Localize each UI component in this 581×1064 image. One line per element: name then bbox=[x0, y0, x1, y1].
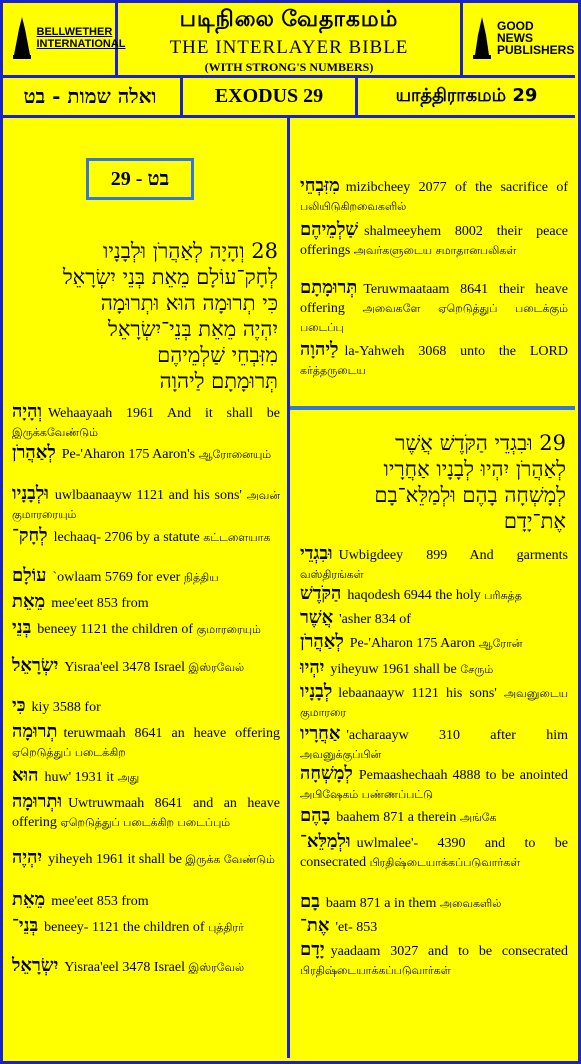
interlinear-entry bbox=[12, 526, 280, 547]
interlinear-entry bbox=[12, 696, 280, 717]
transliteration-gloss: la-Yahweh 3068 unto the LORD bbox=[344, 344, 568, 359]
hebrew-word: וּבִגְדֵי bbox=[300, 543, 333, 564]
tamil-gloss: புத்திரர் bbox=[208, 921, 244, 934]
hebrew-word: בָם bbox=[300, 891, 320, 912]
transliteration-gloss: Teruwmaataam 8641 their heave offering bbox=[300, 282, 568, 316]
tamil-gloss: இஸ்ரவேல் bbox=[188, 661, 245, 674]
interlinear-entry bbox=[300, 658, 568, 679]
title-english: THE INTERLAYER BIBLE bbox=[169, 37, 409, 58]
hebrew-word: אֶת־ bbox=[300, 915, 330, 936]
tamil-gloss: ஏறெடுத்துப் படைக்கிற படைப்பும் bbox=[60, 816, 231, 829]
hebrew-word: בָהֶם bbox=[300, 805, 331, 826]
tamil-gloss: இருக்கவேண்டும் bbox=[12, 426, 98, 439]
transliteration-gloss: Pe-'Aharon 175 Aaron bbox=[349, 636, 479, 651]
hebrew-word: הוּא bbox=[12, 765, 39, 786]
interlinear-entry bbox=[300, 682, 568, 722]
interlinear-entry bbox=[300, 608, 568, 629]
bar-english: EXODUS 29 bbox=[183, 78, 358, 118]
verse-line: לְאַהֲרֹן יִהְיוּ לְבָנָיו אַחֲרָיו bbox=[383, 457, 566, 481]
left-column bbox=[0, 118, 290, 1058]
verse-line: לְמָשְׁחָה בָהֶם וּלְמַלֵּא־בָם bbox=[374, 483, 566, 507]
transliteration-gloss: teruwmaah 8641 an heave offering bbox=[63, 726, 280, 741]
hebrew-word: וְהָיָה bbox=[12, 401, 43, 422]
tamil-gloss: அவைகளில் bbox=[439, 897, 502, 910]
verse-line: 28 וְהָיָה לְאַהֲרֹן וּלְבָנָיו bbox=[103, 239, 278, 263]
tamil-gloss: அபிஷேகம் பண்ணப்பட்டு bbox=[300, 788, 433, 801]
hebrew-word: יִהְיֶה bbox=[12, 847, 43, 868]
hebrew-word: עוֹלָם bbox=[12, 565, 47, 586]
right-bottom-column bbox=[290, 414, 575, 1058]
tamil-gloss: அவர்களுடைய சமாதானபலிகள் bbox=[353, 244, 517, 257]
verse-line: תְּרוּמָתָם לַיהוָה bbox=[159, 369, 278, 393]
title-box bbox=[118, 0, 463, 78]
hebrew-word: בְּנֵי־ bbox=[12, 915, 39, 936]
interlinear-entry bbox=[12, 792, 280, 832]
tamil-gloss: பிரதிஷ்டையாக்கப்படுவார்கள் bbox=[300, 964, 451, 977]
transliteration-gloss: mizibcheey 2077 of the sacrifice of bbox=[345, 180, 568, 195]
interlinear-entry bbox=[12, 956, 280, 977]
interlinear-entry bbox=[12, 443, 280, 464]
transliteration-gloss: Yisraa'eel 3478 Israel bbox=[64, 960, 189, 975]
verse-line: מִזִּבְחֵי שַׁלְמֵיהֶם bbox=[157, 343, 278, 367]
interlinear-entry bbox=[300, 724, 568, 764]
transliteration-gloss: 'et- 853 bbox=[335, 920, 378, 935]
interlinear-entry bbox=[12, 656, 280, 677]
interlinear-entry bbox=[300, 764, 568, 804]
interlinear-entry bbox=[300, 806, 568, 827]
verse-line: אֶת־יָדָם bbox=[503, 509, 566, 533]
interlinear-entry bbox=[300, 916, 568, 937]
interlinear-entry bbox=[12, 848, 280, 869]
verse-line: 29 וּבִגְדֵי הַקֹּדֶשׁ אֲשֶׁר bbox=[395, 431, 566, 455]
hebrew-word: וּלְמַלֵּא־ bbox=[300, 831, 351, 852]
interlinear-entry bbox=[12, 766, 280, 787]
hebrew-word: תְּרוּמָתָם bbox=[300, 277, 358, 298]
interlinear-entry bbox=[300, 940, 568, 980]
tamil-gloss: இருக்க வேண்டும் bbox=[185, 853, 275, 866]
transliteration-gloss: yiheyuw 1961 shall be bbox=[330, 662, 461, 677]
transliteration-gloss: Pe-'Aharon 175 Aaron's bbox=[61, 447, 199, 462]
interlinear-entry bbox=[300, 544, 568, 584]
interlinear-entry bbox=[300, 340, 568, 380]
tamil-gloss: இஸ்ரவேல் bbox=[188, 961, 245, 974]
hebrew-word: אֲשֶׁר bbox=[300, 607, 334, 628]
interlinear-entry bbox=[12, 402, 280, 442]
interlinear-entry bbox=[300, 832, 568, 872]
tamil-gloss: அவனுக்குப்பின் bbox=[300, 748, 382, 761]
header bbox=[0, 0, 575, 78]
hebrew-word: וּלְבָנָיו bbox=[12, 483, 49, 504]
hebrew-word: לְחָק־ bbox=[12, 525, 48, 546]
hebrew-word: לְאַהֲרֹן bbox=[300, 631, 344, 652]
hebrew-word: תְרוּמָה bbox=[12, 721, 58, 742]
transliteration-gloss: uwlbaanaayw 1121 and his sons' bbox=[54, 488, 247, 503]
tamil-gloss: அவன் குமாரரையும் bbox=[12, 489, 280, 521]
bellwether-logo bbox=[0, 0, 126, 78]
bar-tamil: யாத்திராகமம் 29 bbox=[358, 78, 575, 118]
transliteration-gloss: beneey- 1121 the children of bbox=[44, 920, 209, 935]
tamil-gloss: ஆரோன் bbox=[478, 637, 523, 650]
tamil-gloss: கர்த்தருடைய bbox=[300, 364, 366, 377]
transliteration-gloss: uwlmalee'- 4390 and to be consecrated bbox=[300, 836, 568, 870]
hebrew-word: יִהְיוּ bbox=[300, 657, 325, 678]
tamil-gloss: அவைகளே ஏறெடுத்துப் படைக்கும் படைப்பு bbox=[300, 302, 568, 334]
tamil-gloss: ஏறெடுத்துப் படைக்கிற bbox=[12, 746, 126, 759]
good-news-logo bbox=[463, 0, 575, 78]
hebrew-word: שַׁלְמֵיהֶם bbox=[300, 219, 359, 240]
tamil-gloss: நித்திய bbox=[183, 571, 219, 584]
title-tamil: படிநிலை வேதாகமம் bbox=[179, 6, 399, 31]
bell-icon bbox=[11, 15, 33, 61]
hebrew-word: יָדָם bbox=[300, 939, 325, 960]
interlinear-entry bbox=[12, 722, 280, 762]
interlinear-entry bbox=[12, 618, 280, 639]
transliteration-gloss: baahem 871 a therein bbox=[336, 810, 460, 825]
transliteration-gloss: kiy 3588 for bbox=[31, 700, 101, 715]
hebrew-word: וּתְרוּמָה bbox=[12, 791, 63, 812]
interlinear-entry bbox=[300, 220, 568, 260]
right-verse bbox=[298, 430, 566, 534]
transliteration-gloss: Yisraa'eel 3478 Israel bbox=[64, 660, 189, 675]
verse-line: כִּי תְרוּמָה הוּא וּתְרוּמָה bbox=[100, 291, 278, 315]
hebrew-word: לַיהוָה bbox=[300, 339, 339, 360]
right-logo-text: GOOD NEWS PUBLISHERS bbox=[497, 18, 575, 57]
transliteration-gloss: baam 871 a in them bbox=[325, 896, 440, 911]
verse-line: יִהְיֶה מֵאֵת בְּנֵי־יִשְׂרָאֵל bbox=[108, 317, 278, 341]
tamil-gloss: ஆரோனையும் bbox=[198, 448, 272, 461]
hebrew-word: יִשְׂרָאֵל bbox=[12, 955, 59, 976]
interlinear-entry bbox=[12, 484, 280, 524]
transliteration-gloss: lebaanaayw 1121 his sons' bbox=[338, 686, 504, 701]
hebrew-word: לְאַהֲרֹן bbox=[12, 442, 56, 463]
hebrew-word: אַחֲרָיו bbox=[300, 723, 341, 744]
interlinear-entry bbox=[12, 592, 280, 613]
tamil-gloss: சேரும் bbox=[460, 663, 494, 676]
tamil-gloss: அங்கே bbox=[459, 811, 497, 824]
hebrew-word: מֵאֵת bbox=[12, 591, 46, 612]
hebrew-word: לְמָשְׁחָה bbox=[300, 763, 353, 784]
hebrew-word: הַקֹּדֶשׁ bbox=[300, 583, 342, 604]
tamil-gloss: வஸ்திரங்கள் bbox=[300, 568, 364, 581]
chapter-label: 29 - בט bbox=[86, 158, 194, 200]
interlinear-entry bbox=[12, 890, 280, 911]
interlinear-entry bbox=[300, 584, 568, 605]
hebrew-word: בְּנֵי bbox=[12, 617, 32, 638]
hebrew-word: לְבָנָיו bbox=[300, 681, 333, 702]
right-top-column bbox=[290, 118, 575, 410]
transliteration-gloss: huw' 1931 it bbox=[44, 770, 118, 785]
transliteration-gloss: Wehaayaah 1961 And it shall be bbox=[48, 406, 280, 421]
transliteration-gloss: yiheyeh 1961 it shall be bbox=[48, 852, 186, 867]
transliteration-gloss: yaadaam 3027 and to be consecrated bbox=[330, 944, 568, 959]
transliteration-gloss: Uwtruwmaah 8641 and an heave offering bbox=[12, 796, 280, 830]
hebrew-word: מֵאֵת bbox=[12, 889, 46, 910]
interlinear-entry bbox=[300, 278, 568, 337]
tamil-gloss: அவனுடைய குமாரரை bbox=[300, 687, 568, 719]
tamil-gloss: பரிசுத்த bbox=[484, 589, 522, 602]
hebrew-word: מִזִּבְחֵי bbox=[300, 175, 340, 196]
hebrew-word: יִשְׂרָאֵל bbox=[12, 655, 59, 676]
transliteration-gloss: haqodesh 6944 the holy bbox=[347, 588, 485, 603]
interlinear-entry bbox=[300, 176, 568, 216]
transliteration-gloss: mee'eet 853 from bbox=[51, 596, 149, 611]
left-logo-text: BELLWETHER INTERNATIONAL bbox=[36, 25, 126, 50]
transliteration-gloss: beneey 1121 the children of bbox=[37, 622, 197, 637]
transliteration-gloss: shalmeeyhem 8002 their peace offerings bbox=[300, 224, 568, 258]
transliteration-gloss: lechaaq- 2706 by a statute bbox=[53, 530, 204, 545]
transliteration-gloss: mee'eet 853 from bbox=[51, 894, 149, 909]
interlinear-entry bbox=[300, 892, 568, 913]
tamil-gloss: பிரதிஷ்டையாக்கப்படுவார்கள் bbox=[369, 856, 521, 869]
tamil-gloss: பலியிடுகிறவைகளில் bbox=[300, 200, 407, 213]
interlinear-entry bbox=[300, 632, 568, 653]
lamp-icon bbox=[471, 15, 493, 61]
transliteration-gloss: 'acharaayw 310 after him bbox=[346, 728, 568, 743]
interlinear-entry bbox=[12, 916, 280, 937]
tamil-gloss: குமாரரையும் bbox=[196, 623, 261, 636]
transliteration-gloss: Pemaashechaah 4888 to be anointed bbox=[358, 768, 568, 783]
transliteration-gloss: 'asher 834 of bbox=[339, 612, 411, 627]
interlinear-entry bbox=[12, 566, 280, 587]
tamil-gloss: அது bbox=[117, 771, 140, 784]
left-verse bbox=[8, 238, 278, 394]
transliteration-gloss: Uwbigdeey 899 And garments bbox=[338, 548, 568, 563]
transliteration-gloss: `owlaam 5769 for ever bbox=[52, 570, 184, 585]
bar-hebrew: ואלה שמות - בט bbox=[0, 78, 183, 118]
tamil-gloss: கட்டளையாக bbox=[203, 531, 271, 544]
hebrew-word: כִּי bbox=[12, 695, 26, 716]
subtitle: (WITH STRONG'S NUMBERS) bbox=[204, 60, 374, 74]
verse-line: לְחָק־עוֹלָם מֵאֵת בְּנֵי יִשְׂרָאֵל bbox=[62, 265, 278, 289]
